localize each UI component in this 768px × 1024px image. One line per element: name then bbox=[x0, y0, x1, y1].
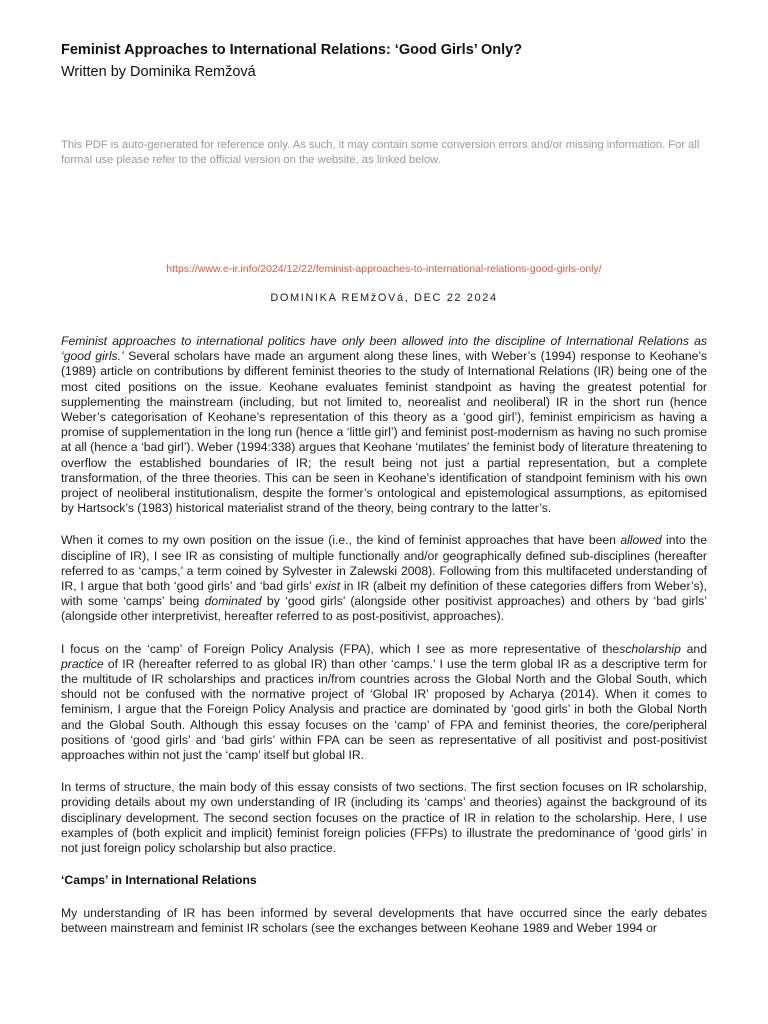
article-byline: Written by Dominika Remžová bbox=[61, 64, 256, 80]
section-heading: ‘Camps’ in International Relations bbox=[61, 873, 257, 888]
paragraph-text: When it comes to my own position on the issue (i.e., the kind of feminist approaches that have been bbox=[61, 533, 621, 548]
italic-word: allowed bbox=[620, 533, 662, 548]
italic-word: dominated bbox=[204, 594, 262, 609]
paragraph-text: of IR (hereafter referred to as global IR) than other ‘camps.’ I use the term global IR as a descriptive term for the multitude of IR scholarships and practices in/from countries across the Global North and the Global South, which should not be confused with the normative project of ‘Global IR’ proposed by Acharya (2014). When it comes to feminism, I argue that the Foreign Policy Analysis and practice are dominated by ‘good girls’ in both the Global North and the Global South. Although this essay focuses on the ‘camp’ of FPA and feminist theories, the core/peripheral positions of ‘good girls’ and ‘bad girls’ within FPA can be seen as representative of all positivist and post-positivist approaches within not just the ‘camp’ itself but global IR. bbox=[61, 656, 707, 763]
paragraph-text: I focus on the ‘camp’ of Foreign Policy Analysis (FPA), which I see as more representative of the bbox=[61, 641, 620, 656]
paragraph-1 bbox=[61, 334, 707, 516]
paragraph-2 bbox=[61, 533, 707, 624]
italic-word: practice bbox=[61, 656, 104, 671]
italic-word: scholarship bbox=[619, 641, 681, 656]
paragraph-4: In terms of structure, the main body of this essay consists of two sections. The first section focuses on IR scholarship, providing details about my own understanding of IR (including its ‘camps’ and theories) against the background of its disciplinary development. The second section focuses on the practice of IR in relation to the scholarship. Here, I use examples of (both explicit and implicit) feminist foreign policies (FFPs) to illustrate the predominance of ‘good girls’ in not just foreign policy scholarship but also practice. bbox=[61, 780, 707, 856]
paragraph-3 bbox=[61, 642, 707, 764]
paragraph-5: My understanding of IR has been informed by several developments that have occurred since the early debates between mainstream and feminist IR scholars (see the exchanges between Keohane 1989 and Weber 1994 or bbox=[61, 905, 707, 935]
pdf-disclaimer: This PDF is auto-generated for reference only. As such, it may contain some conversion errors and/or missing information. For all formal use please refer to the official version on the website, as linked below. bbox=[61, 139, 700, 166]
article-title: Feminist Approaches to International Relations: ‘Good Girls’ Only? bbox=[61, 42, 523, 58]
italic-word: exist bbox=[315, 579, 341, 594]
paragraph-text: and bbox=[680, 641, 707, 656]
italic-lead: Feminist approaches to international politics have only been allowed into the discipline of International Relations as ‘good girls.’ bbox=[61, 334, 707, 364]
paragraph-text: by ‘good girls’ (alongside other positivist approaches) and others by ‘bad girls’ (alongside other interpretivist, hereafter referred to as post-positivist, approaches). bbox=[61, 594, 707, 624]
paragraph-text: in IR (albeit my definition of these categories differs from Weber’s), with some ‘camps’ being bbox=[61, 579, 707, 609]
paragraph-text: Several scholars have made an argument along these lines, with Weber’s (1994) response to Keohane’s (1989) article on contributions by different feminist theories to the study of International Relations (IR) being one of the most cited positions on the issue. Keohane evaluates feminist standpoint as having the greatest potential for supplementing the mainstream (including, but not limited to, neorealist and neoliberal) IR in the short run (hence Weber’s categorisation of Keohane’s representation of this theory as a ‘good girl’), feminist empiricism as having a promise of supplementation in the long run (hence a ‘little girl’) and feminist post-modernism as having no such promise at all (hence a ‘bad girl’). Weber (1994:338) argues that Keohane ‘mutilates’ the feminist body of literature threatening to overflow the established boundaries of IR; the result being not just a partial representation, but a complete transformation, of the three theories. This can be seen in Keohane’s identification of standpoint feminism with his own project of neoliberal institutionalism, despite the former’s ontological and epistemological assumptions, as epitomised by Hartsock’s (1983) historical materialist strand of the theory, being contrary to the latter’s. bbox=[61, 349, 707, 516]
author-date-line: DOMINIKA REMžOVá, DEC 22 2024 bbox=[270, 292, 498, 304]
paragraph-text: into the discipline of IR), I see IR as consisting of multiple functionally and/or geographically defined sub-disciplines (hereafter referred to as ‘camps,’ a term coined by Sylvester in Zalewski 2008). Following from this multifaceted understanding of IR, I argue that both ‘good girls’ and ‘bad girls’ bbox=[61, 533, 707, 594]
source-link[interactable]: https://www.e-ir.info/2024/12/22/feminist-approaches-to-international-relations-good-girls-only/ bbox=[166, 263, 602, 275]
article-body bbox=[61, 334, 707, 953]
